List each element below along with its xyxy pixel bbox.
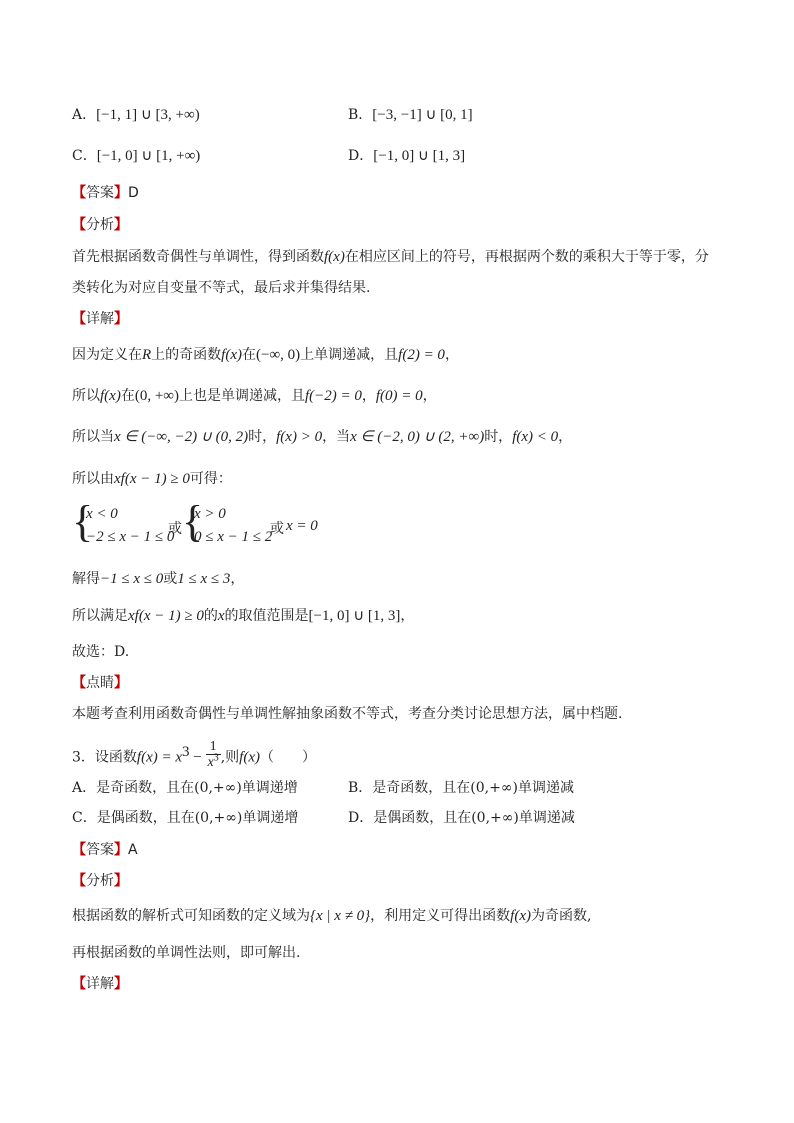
analysis-text-1: 首先根据函数奇偶性与单调性，得到函数f(x)在相应区间上的符号，再根据两个数的乘积大于等于零，分 [72, 249, 709, 265]
q3-stem: 3．设函数$f(x) = x^3$ − $\frac{1}{x^3}$ ,则f(x)（ ） [72, 739, 316, 770]
detail-line-5: 解得−1 ≤ x ≤ 0或1 ≤ x ≤ 3， [72, 571, 245, 587]
q3-option-a: A．是奇函数，且在(0,+∞)单调递增 [72, 780, 298, 796]
left-brace-2: { [182, 497, 204, 546]
q3-answer-line: 【答案】A [72, 842, 138, 858]
q3-answer-value: A [128, 842, 138, 858]
answer-line: 【答案】D [72, 185, 139, 201]
analysis-heading: 【分析】 [72, 217, 128, 233]
answer-tag: 答案 [86, 185, 114, 201]
option-a: A．[−1, 1] ∪ [3, +∞) [72, 107, 200, 123]
fraction: $\frac{1}{x^3}$ [207, 739, 219, 770]
choose-line: 故选：D. [72, 644, 130, 660]
option-b: B．[−3, −1] ∪ [0, 1] [348, 107, 473, 123]
answer-value: D [128, 185, 139, 201]
q3-option-c: C．是偶函数，且在(0,+∞)单调递增 [72, 810, 299, 826]
comment-text: 本题考查利用函数奇偶性与单调性解抽象函数不等式，考查分类讨论思想方法，属中档题. [72, 706, 623, 722]
comment-heading: 【点睛】 [72, 675, 128, 691]
detail-line-4: 所以由xf(x − 1) ≥ 0可得： [72, 471, 232, 487]
option-a-value: [−1, 1] ∪ [3, +∞) [96, 107, 200, 123]
detail-line-2: 所以f(x)在(0, +∞)上也是单调递减，且f(−2) = 0，f(0) = 0， [72, 388, 437, 404]
q3-option-b: B．是奇函数，且在(0,+∞)单调递减 [348, 780, 574, 796]
option-d-value: [−1, 0] ∪ [1, 3] [373, 148, 466, 164]
detail-line-3: 所以当x ∈ (−∞, −2) ∪ (0, 2)时，f(x) > 0，当x ∈ (−2, 0) ∪ (2, +∞)时，f(x) < 0， [72, 429, 573, 445]
analysis-text-2: 类转化为对应自变量不等式，最后求并集得结果. [72, 280, 371, 296]
q3-analysis-text-1: 根据函数的解析式可知函数的定义域为{x | x ≠ 0}，利用定义可得出函数f(x)为奇函数, [72, 908, 592, 924]
left-brace-1: { [72, 497, 94, 546]
detail-line-1: 因为定义在R上的奇函数f(x)在(−∞, 0)上单调递减，且f(2) = 0， [72, 347, 459, 363]
option-c: C．[−1, 0] ∪ [1, +∞) [72, 148, 201, 164]
detail-heading: 【详解】 [72, 311, 128, 327]
option-d: D．[−1, 0] ∪ [1, 3] [348, 148, 466, 164]
q3-detail-heading: 【详解】 [72, 976, 128, 992]
option-c-value: [−1, 0] ∪ [1, +∞) [96, 148, 201, 164]
q3-analysis-text-2: 再根据函数的单调性法则，即可解出. [72, 945, 301, 961]
q3-option-d: D．是偶函数，且在(0,+∞)单调递减 [348, 810, 575, 826]
option-b-value: [−3, −1] ∪ [0, 1] [372, 107, 473, 123]
detail-line-6: 所以满足xf(x − 1) ≥ 0的x的取值范围是[−1, 0] ∪ [1, 3]， [72, 608, 415, 624]
q3-analysis-heading: 【分析】 [72, 873, 128, 889]
